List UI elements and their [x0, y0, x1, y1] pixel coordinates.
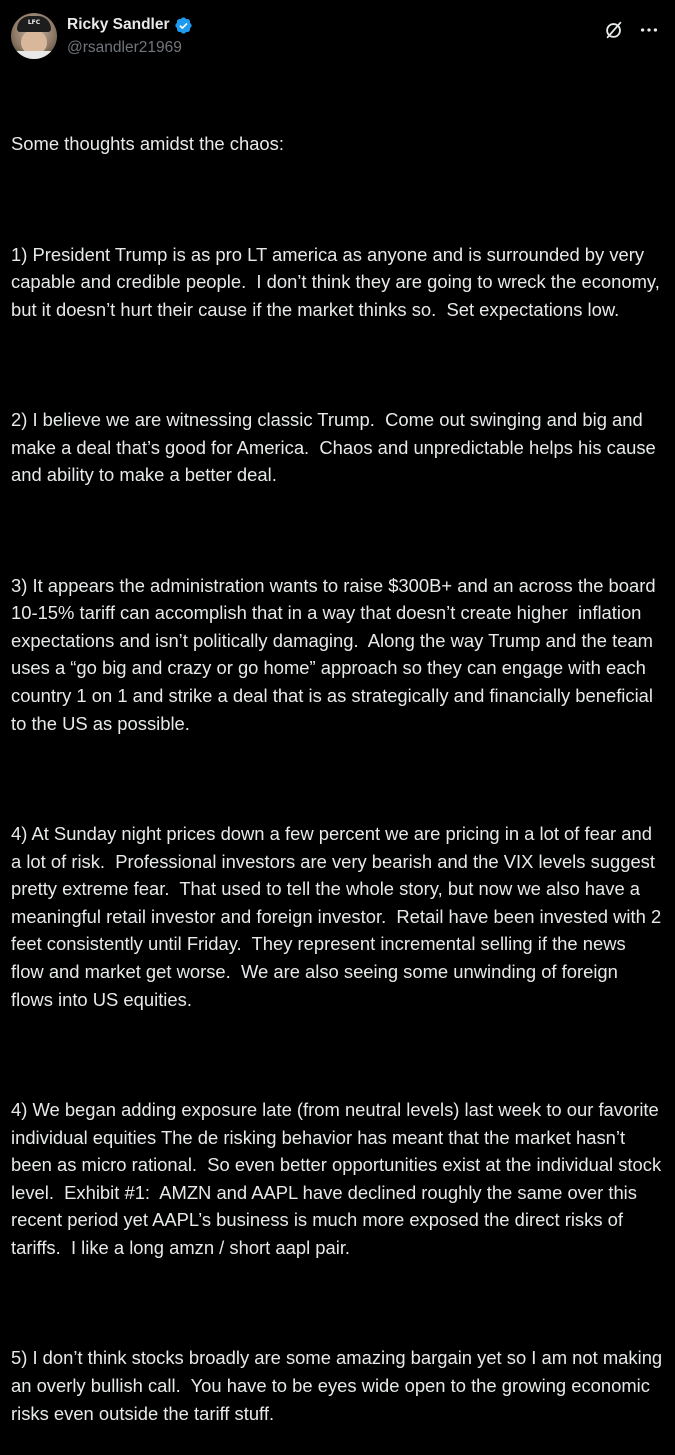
avatar-cap [17, 16, 51, 32]
tweet-paragraph-point-5: 5) I don’t think stocks broadly are some amazing bargain yet so I am not making an overly bullish call. You have to be eyes wide open to the growing economic risks even outside the tariff stuff. [11, 1347, 668, 1424]
tweet-paragraph-point-3: 3) It appears the administration wants to raise $300B+ and an across the board 10-15% tariff can accomplish that in a way that doesn’t create higher inflation expectations and isn’t politically damaging. Along the way Trump and the team uses a “go big and crazy or go home” approach so they can engage with each country 1 on 1 and strike a deal that is as strategically and financially beneficial to the US as possible. [11, 574, 661, 734]
tweet-paragraph-point-4a: 4) At Sunday night prices down a few percent we are pricing in a lot of fear and a lot of risk. Professional investors are very bearish and the VIX levels suggest pretty extreme fear. That used to tell the whole story, but now we also have a meaningful retail investor and foreign investor. Retail have been invested with 2 feet consistently until Friday. They represent incremental selling if the news flow and market get worse. We are also seeing some unwinding of foreign flows into US equities. [11, 823, 667, 1010]
verified-badge-icon[interactable] [174, 16, 193, 35]
author-display-name[interactable]: Ricky Sandler [67, 16, 170, 33]
grok-icon[interactable] [603, 19, 625, 41]
tweet-paragraph-point-1: 1) President Trump is as pro LT america as anyone and is surrounded by very capable and credible people. I don’t think they are going to wreck the economy, but it doesn’t hurt their cause if the market thinks so. Set expectations low. [11, 243, 665, 320]
author-name-row [67, 15, 193, 35]
avatar-shirt [11, 51, 57, 59]
tweet-text [11, 75, 668, 1455]
avatar[interactable] [11, 13, 57, 59]
more-options-icon[interactable] [638, 19, 660, 41]
avatar-cap-text: LFC [27, 19, 41, 26]
tweet-paragraph-point-2: 2) I believe we are witnessing classic Trump. Come out swinging and big and make a deal that’s good for America. Chaos and unpredictable helps his cause and ability to make a better deal. [11, 409, 661, 486]
author-handle[interactable]: @rsandler21969 [67, 39, 182, 56]
tweet-paragraph-intro: Some thoughts amidst the chaos: [11, 133, 284, 155]
tweet-header [0, 0, 675, 72]
tweet-paragraph-point-4b: 4) We began adding exposure late (from neutral levels) last week to our favorite individual equities The de risking behavior has meant that the market hasn’t been as micro rational. So even better opportunities exist at the individual stock level. Exhibit #1: AMZN and AAPL have declined roughly the same over this recent period yet AAPL’s business is much more exposed the direct risks of tariffs. I like a long amzn / short aapl pair. [11, 1098, 667, 1258]
